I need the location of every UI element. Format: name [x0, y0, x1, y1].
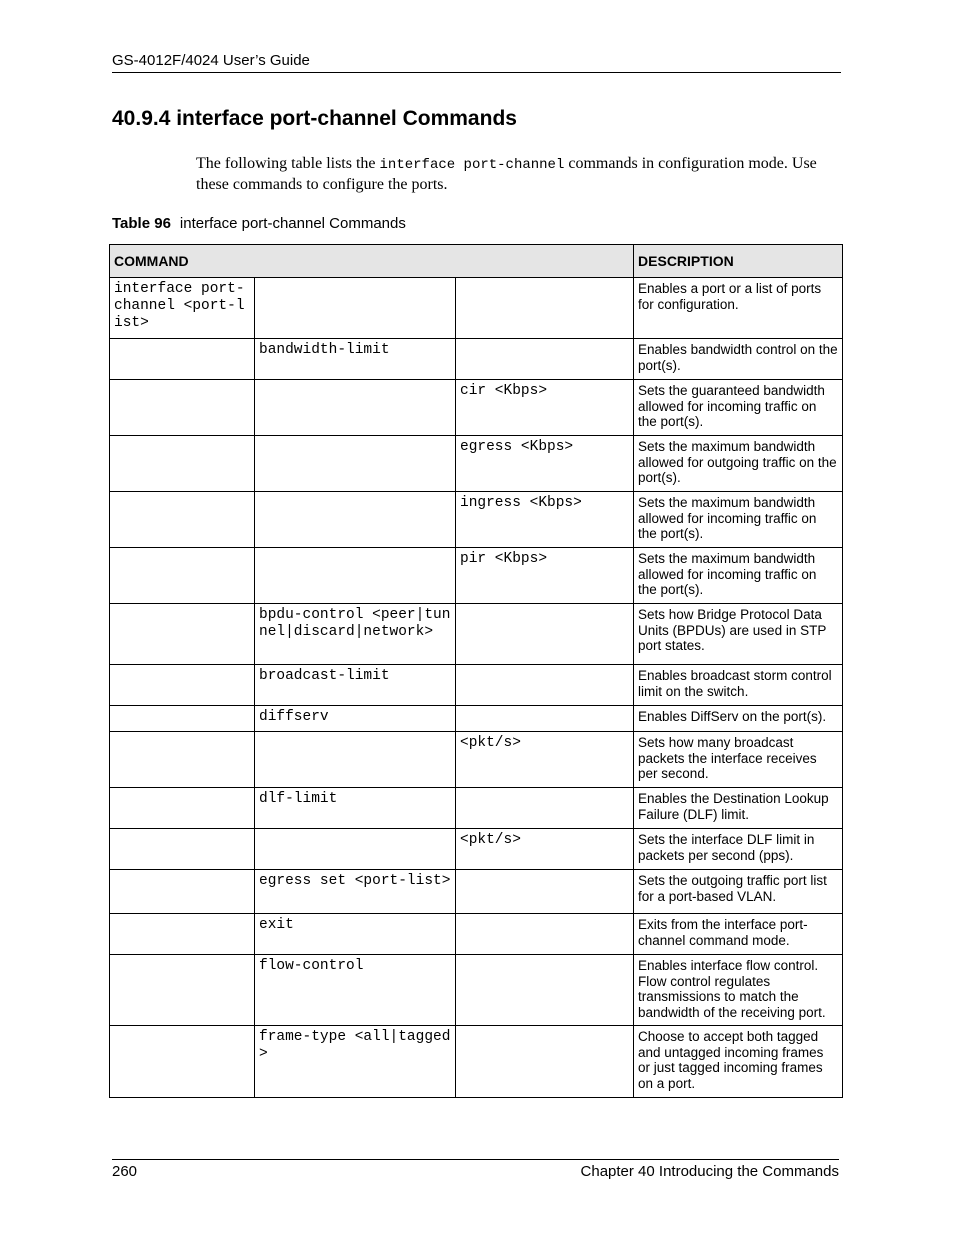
command-cell: interface port-channel <port-list>: [110, 278, 255, 339]
table-row: [110, 665, 843, 706]
argument-cell: [456, 604, 634, 665]
command-cell: [110, 914, 255, 955]
table-caption: [112, 215, 406, 233]
command-cell: [110, 436, 255, 492]
intro-paragraph: [196, 154, 846, 195]
argument-cell: [456, 788, 634, 829]
command-cell: [110, 339, 255, 380]
table-caption-label: Table 96: [112, 215, 171, 232]
description-cell: Sets how many broadcast packets the interface receives per second.: [634, 732, 843, 788]
table-row: [110, 380, 843, 436]
description-cell: Sets the outgoing traffic port list for a port-based VLAN.: [634, 870, 843, 914]
table-row: [110, 706, 843, 732]
table-row: [110, 278, 843, 339]
subcommand-cell: [255, 278, 456, 339]
subcommand-cell: flow-control: [255, 955, 456, 1026]
command-cell: [110, 492, 255, 548]
description-cell: Exits from the interface port-channel command mode.: [634, 914, 843, 955]
table-body: [110, 278, 843, 1098]
command-cell: [110, 706, 255, 732]
table-row: [110, 788, 843, 829]
description-cell: Sets the maximum bandwidth allowed for outgoing traffic on the port(s).: [634, 436, 843, 492]
section-title: 40.9.4 interface port-channel Commands: [112, 107, 517, 130]
description-cell: Enables DiffServ on the port(s).: [634, 706, 843, 732]
description-cell: Enables a port or a list of ports for configuration.: [634, 278, 843, 339]
intro-text-before: The following table lists the: [196, 155, 380, 172]
argument-cell: [456, 1026, 634, 1098]
command-cell: [110, 1026, 255, 1098]
table-row: [110, 604, 843, 665]
table-row: [110, 1026, 843, 1098]
description-cell: Sets the interface DLF limit in packets per second (pps).: [634, 829, 843, 870]
argument-cell: cir <Kbps>: [456, 380, 634, 436]
subcommand-cell: dlf-limit: [255, 788, 456, 829]
guide-title: GS-4012F/4024 User’s Guide: [112, 52, 310, 69]
command-cell: [110, 955, 255, 1026]
page-header: [112, 52, 841, 73]
argument-cell: egress <Kbps>: [456, 436, 634, 492]
argument-cell: [456, 870, 634, 914]
intro-command-code: interface port-channel: [379, 157, 565, 173]
argument-cell: [456, 955, 634, 1026]
argument-cell: <pkt/s>: [456, 732, 634, 788]
page-footer: [112, 1159, 839, 1181]
argument-cell: [456, 706, 634, 732]
subcommand-cell: [255, 829, 456, 870]
description-cell: Choose to accept both tagged and untagged incoming frames or just tagged incoming frames on a port.: [634, 1026, 843, 1098]
argument-cell: [456, 278, 634, 339]
subcommand-cell: bpdu-control <peer|tunnel|discard|network>: [255, 604, 456, 665]
subcommand-cell: bandwidth-limit: [255, 339, 456, 380]
command-cell: [110, 604, 255, 665]
description-cell: Sets the maximum bandwidth allowed for incoming traffic on the port(s).: [634, 548, 843, 604]
column-header-description: DESCRIPTION: [634, 245, 843, 278]
command-cell: [110, 788, 255, 829]
subcommand-cell: [255, 436, 456, 492]
subcommand-cell: diffserv: [255, 706, 456, 732]
subcommand-cell: [255, 492, 456, 548]
command-cell: [110, 548, 255, 604]
argument-cell: [456, 339, 634, 380]
table-row: [110, 492, 843, 548]
command-cell: [110, 665, 255, 706]
table-row: [110, 870, 843, 914]
table-row: [110, 548, 843, 604]
command-cell: [110, 870, 255, 914]
chapter-title: Chapter 40 Introducing the Commands: [580, 1163, 839, 1180]
table-caption-text: interface port-channel Commands: [179, 215, 406, 232]
command-cell: [110, 829, 255, 870]
table-row: [110, 732, 843, 788]
table-row: [110, 339, 843, 380]
subcommand-cell: broadcast-limit: [255, 665, 456, 706]
table-row: [110, 436, 843, 492]
subcommand-cell: [255, 732, 456, 788]
description-cell: Enables the Destination Lookup Failure (DLF) limit.: [634, 788, 843, 829]
description-cell: Sets the guaranteed bandwidth allowed for incoming traffic on the port(s).: [634, 380, 843, 436]
page-number: 260: [112, 1163, 138, 1180]
command-table: [109, 244, 843, 1098]
table-header-row: [110, 245, 843, 278]
column-header-command: COMMAND: [110, 245, 634, 278]
command-cell: [110, 732, 255, 788]
description-cell: Sets the maximum bandwidth allowed for incoming traffic on the port(s).: [634, 492, 843, 548]
argument-cell: pir <Kbps>: [456, 548, 634, 604]
subcommand-cell: frame-type <all|tagged>: [255, 1026, 456, 1098]
table-row: [110, 914, 843, 955]
argument-cell: [456, 914, 634, 955]
description-cell: Enables interface flow control. Flow control regulates transmissions to match the bandwidth of the receiving port.: [634, 955, 843, 1026]
subcommand-cell: exit: [255, 914, 456, 955]
argument-cell: <pkt/s>: [456, 829, 634, 870]
description-cell: Sets how Bridge Protocol Data Units (BPDUs) are used in STP port states.: [634, 604, 843, 665]
description-cell: Enables broadcast storm control limit on the switch.: [634, 665, 843, 706]
subcommand-cell: [255, 548, 456, 604]
table-row: [110, 955, 843, 1026]
argument-cell: [456, 665, 634, 706]
argument-cell: ingress <Kbps>: [456, 492, 634, 548]
command-cell: [110, 380, 255, 436]
intro-text-after: commands in configuration mode. Use these commands to configure the ports.: [196, 155, 817, 193]
table-row: [110, 829, 843, 870]
subcommand-cell: egress set <port-list>: [255, 870, 456, 914]
subcommand-cell: [255, 380, 456, 436]
description-cell: Enables bandwidth control on the port(s).: [634, 339, 843, 380]
